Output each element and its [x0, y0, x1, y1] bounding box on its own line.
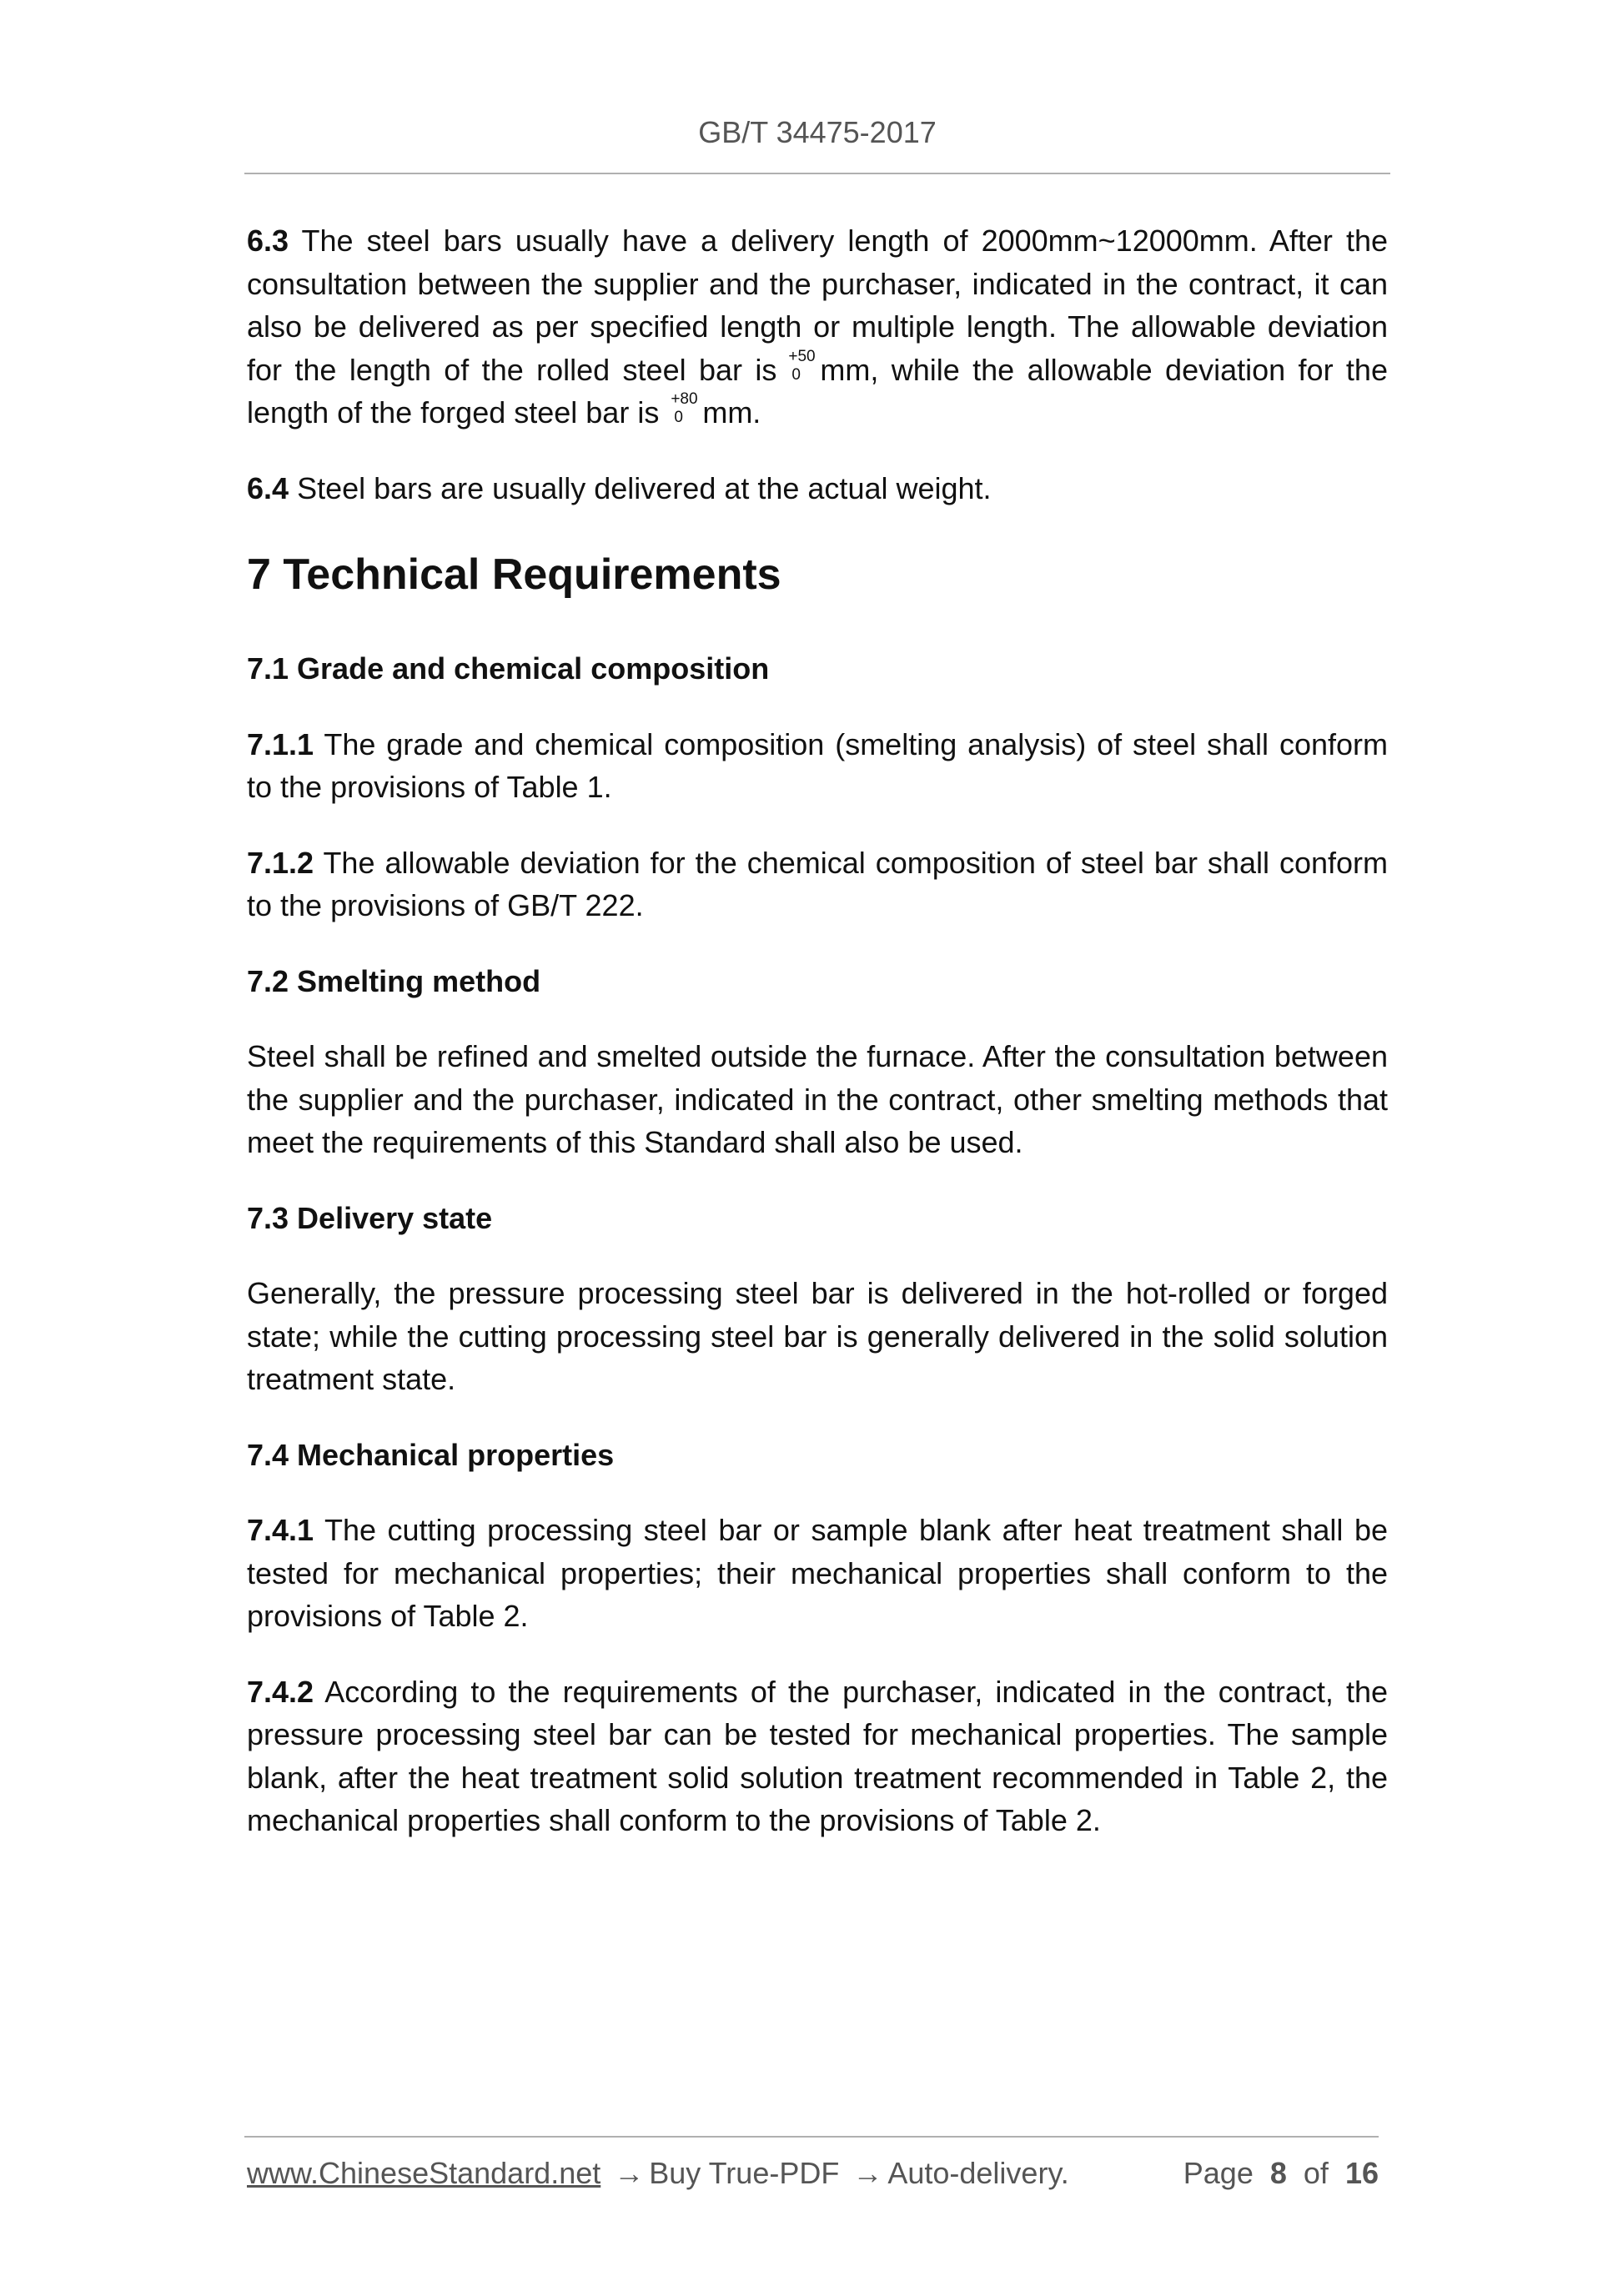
- tolerance-rolled: [788, 347, 817, 385]
- clause-7-3-text: Generally, the pressure processing steel bar is delivered in the hot-rolled or forged state; while the cutting processing steel bar is generally delivered in the solid solution treatment state.: [247, 1276, 1388, 1396]
- section-heading-7: 7 Technical Requirements: [247, 550, 781, 599]
- tolerance-upper: +80: [671, 390, 698, 408]
- subsection-heading-7-1: 7.1 Grade and chemical composition: [247, 651, 770, 686]
- subsection-heading-7-4: 7.4 Mechanical properties: [247, 1437, 615, 1472]
- clause-text: The steel bars usually have a delivery length of 2000mm~12000mm. After the consultation between the supplier and the purchaser, indicated in the contract, it can also be delivered as per specified length or multiple length. The allowable deviation for the length of the rolled steel bar is: [247, 224, 1388, 387]
- clause-7-4-1: [247, 1509, 1388, 1638]
- tolerance-forged: [671, 390, 699, 428]
- page-number: 8: [1269, 2156, 1287, 2190]
- clause-7-2-text: Steel shall be refined and smelted outside the furnace. After the consultation between the supplier and the purchaser, indicated in the contract, other smelting methods that meet the requirements of this Standard shall also be used.: [247, 1039, 1388, 1159]
- page-footer: [247, 2156, 1379, 2191]
- clause-number: 6.4: [247, 470, 289, 505]
- tolerance-lower: 0: [674, 409, 683, 426]
- clause-number: 7.1.1: [247, 726, 314, 761]
- clause-number: 6.3: [247, 224, 289, 258]
- document-body: [247, 219, 1388, 1875]
- buy-pdf-text: Buy True-PDF: [649, 2156, 840, 2190]
- auto-delivery-text: Auto-delivery.: [887, 2156, 1069, 2190]
- clause-number: 7.4.1: [247, 1513, 314, 1547]
- clause-text: According to the requirements of the purchaser, indicated in the contract, the pressure processing steel bar can be tested for mechanical properties. The sample blank, after the heat treatment solid solution treatment recommended in Table 2, the mechanical properties shall conform to the provisions of Table 2.: [247, 1674, 1389, 1837]
- page-header: GB/T 34475-2017: [698, 115, 937, 149]
- clause-text: The cutting processing steel bar or sample blank after heat treatment shall be tested for mechanical properties; their mechanical properties shall conform to the provisions of Table 2.: [247, 1513, 1388, 1633]
- clause-6-4: [247, 467, 1388, 510]
- page-indicator: [1183, 2156, 1379, 2191]
- clause-6-3: [247, 219, 1388, 435]
- total-pages: 16: [1344, 2156, 1379, 2190]
- clause-text: The allowable deviation for the chemical composition of steel bar shall conform to the provisions of GB/T 222.: [247, 845, 1389, 922]
- clause-text: mm.: [702, 395, 761, 430]
- arrow-right-icon: →: [852, 2156, 883, 2190]
- arrow-right-icon: →: [614, 2156, 645, 2190]
- clause-7-4-2: [247, 1671, 1388, 1842]
- clause-text: Steel bars are usually delivered at the actual weight.: [297, 470, 992, 505]
- subsection-heading-7-3: 7.3 Delivery state: [247, 1200, 493, 1235]
- subsection-heading-7-2: 7.2 Smelting method: [247, 963, 541, 998]
- header-divider: [244, 173, 1390, 174]
- clause-number: 7.1.2: [247, 845, 314, 880]
- tolerance-upper: +50: [788, 347, 816, 365]
- clause-number: 7.4.2: [247, 1674, 314, 1709]
- clause-text: The grade and chemical composition (smelting analysis) of steel shall conform to the provisions of Table 1.: [247, 726, 1388, 804]
- tolerance-lower: 0: [791, 365, 801, 384]
- of-label: of: [1303, 2156, 1329, 2190]
- footer-divider: [244, 2136, 1379, 2138]
- page-label: Page: [1183, 2156, 1254, 2190]
- clause-text: mm, while the allowable deviation for the length of the forged steel bar is: [247, 352, 1388, 430]
- clause-7-1-1: [247, 723, 1388, 809]
- website-link[interactable]: www.ChineseStandard.net: [247, 2156, 601, 2190]
- clause-7-1-2: [247, 842, 1388, 927]
